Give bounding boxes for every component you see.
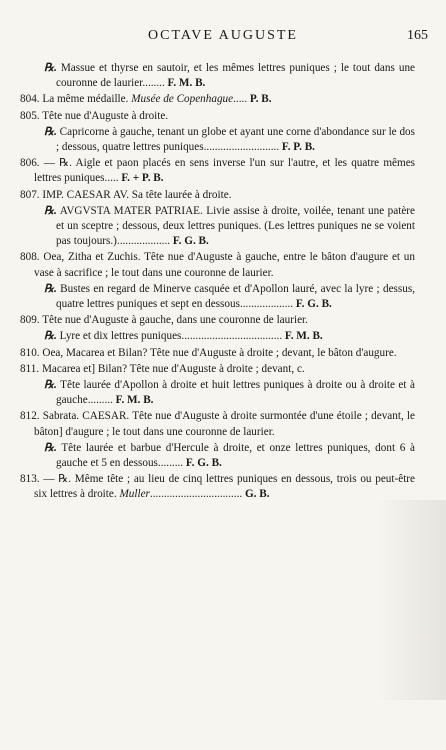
entry-text: La même médaille. <box>42 93 129 106</box>
collection-mark: F. G. B. <box>172 235 209 248</box>
entry-811-reverse: ℞. Tête laurée d'Apollon à droite et huit lettres puniques à droite ou à droite et à gauche......... F. M. B. <box>44 379 415 407</box>
reverse-symbol: ℞. <box>44 125 57 138</box>
collection-mark: F. G. B. <box>295 298 332 311</box>
entry-803-reverse: ℞. Massue et thyrse en sautoir, et les mêmes lettres puniques ; le tout dans une couronne de laurier........ F. M. B. <box>44 62 415 90</box>
entry-806: 806. — ℞. Aigle et paon placés en sens inverse l'un sur l'autre, et les quatre mêmes lettres puniques..... F. + P. B. <box>20 157 415 185</box>
collection-mark: P. B. <box>249 93 272 106</box>
catalogue-body <box>20 61 415 504</box>
entry-text: Bustes en regard de Minerve casquée et d'Apollon lauré, avec la lyre ; dessus, quatre lettres puniques et sept en dessous <box>56 282 415 311</box>
entry-text: Tête laurée d'Apollon à droite et huit lettres puniques à droite ou à droite et à gauche <box>56 379 415 407</box>
entry-808 <box>20 250 415 280</box>
entry-text: Tête nue d'Auguste à droite. <box>42 109 169 122</box>
entry-807-reverse: ℞. AVGVSTA MATER PATRIAE. Livie assise à droite, voilée, tenant une patère et un sceptre ; dessous, deux lettres puniques. (Les lettres puniques ne se voient pas toujours.)................... F. G. B. <box>44 204 415 248</box>
collection-mark: F. M. B. <box>167 77 206 90</box>
entry-text: Oea, Macarea et Bilan? Tête nue d'Auguste à droite ; devant, le bâton d'augure. <box>42 346 397 359</box>
entry-number: 809. <box>20 314 40 327</box>
collection-mark: F. + P. B. <box>121 172 164 185</box>
entry-text: IMP. CAESAR AV. Sa tête laurée à droite. <box>42 188 232 201</box>
entry-number: 806. <box>20 157 40 170</box>
reverse-symbol: ℞. <box>44 282 57 295</box>
collection-mark: G. B. <box>244 488 270 501</box>
entry-number: 805. <box>20 109 40 122</box>
entry-number: 808. <box>20 251 40 264</box>
entry-text: Lyre et dix lettres puniques <box>59 330 182 343</box>
source-reference: Muller <box>119 488 150 501</box>
entry-text: Sabrata. CAESAR. Tête nue d'Auguste à droite surmontée d'une étoile ; devant, le bâton] d'augure ; le tout dans une couronne de laurier. <box>34 410 415 438</box>
museum-reference: Musée de Copenhague <box>131 93 234 106</box>
entry-805-reverse: ℞. Capricorne à gauche, tenant un globe et ayant une corne d'abondance sur le dos ; dessous, quatre lettres puniques........................... F. P. B. <box>44 125 415 154</box>
running-title: OCTAVE AUGUSTE <box>148 28 298 43</box>
entry-text: Capricorne à gauche, tenant un globe et ayant une corne d'abondance sur le dos ; dessous, quatre lettres puniques <box>56 125 415 154</box>
reverse-symbol: ℞. <box>44 204 57 217</box>
entry-810 <box>20 346 415 361</box>
page-header <box>0 28 446 48</box>
entry-807 <box>20 188 415 203</box>
collection-mark: F. G. B. <box>185 457 222 470</box>
entry-number: 810. <box>20 346 40 359</box>
entry-number: 811. <box>20 362 40 375</box>
entry-text: Macarea et] Bilan? Tête nue d'Auguste à droite ; devant, c. <box>41 362 305 375</box>
reverse-symbol: ℞. <box>44 62 57 74</box>
collection-mark: F. P. B. <box>281 141 315 154</box>
entry-text: — ℞. Même tête ; au lieu de cinq lettres puniques en dessous, trois ou peut-être six lettres à droite. <box>34 473 415 501</box>
entry-809-reverse: ℞. Lyre et dix lettres puniques.................................... F. M. B. <box>44 330 323 343</box>
reverse-symbol: ℞. <box>44 379 57 392</box>
entry-number: 804. <box>20 93 40 106</box>
collection-mark: F. M. B. <box>284 330 323 343</box>
entry-text: Massue et thyrse en sautoir, et les mêmes lettres puniques ; le tout dans une couronne de laurier <box>56 62 415 90</box>
entry-number: 813. <box>20 473 40 486</box>
entry-text: Tête nue d'Auguste à gauche, dans une couronne de laurier. <box>42 314 308 327</box>
entry-text: Oea, Zitha et Zuchis. Tête nue d'Auguste à gauche, entre le bâton d'augure et un vase à sacrifice ; le tout dans une couronne de laurier. <box>34 251 415 279</box>
entry-811 <box>20 362 415 377</box>
entry-number: 812. <box>20 410 40 423</box>
entry-805 <box>20 109 415 124</box>
entry-text: Tête laurée et barbue d'Hercule à droite, et onze lettres puniques, dont 6 à gauche et 5 en dessous <box>56 441 415 470</box>
entry-812-reverse: ℞. Tête laurée et barbue d'Hercule à droite, et onze lettres puniques, dont 6 à gauche et 5 en dessous......... F. G. B. <box>44 441 415 470</box>
reverse-symbol: ℞. <box>44 330 57 343</box>
entry-813: 813. — ℞. Même tête ; au lieu de cinq lettres puniques en dessous, trois ou peut-être six lettres à droite. Muller................................. G. B. <box>20 473 415 501</box>
page-number: 165 <box>407 28 428 43</box>
entry-812 <box>20 409 415 439</box>
entry-809 <box>20 313 415 328</box>
entry-804: 804. La même médaille. Musée de Copenhague..... P. B. <box>20 93 272 106</box>
collection-mark: F. M. B. <box>115 394 154 407</box>
entry-808-reverse: ℞. Bustes en regard de Minerve casquée et d'Apollon lauré, avec la lyre ; dessus, quatre lettres puniques et sept en dessous................... F. G. B. <box>44 282 415 311</box>
entry-number: 807. <box>20 188 40 201</box>
show-through-shadow <box>376 500 446 700</box>
entry-text: — ℞. Aigle et paon placés en sens inverse l'un sur l'autre, et les quatre mêmes lettres puniques <box>34 157 415 185</box>
entry-text: AVGVSTA MATER PATRIAE. Livie assise à droite, voilée, tenant une patère et un sceptre ; dessous, deux lettres puniques. (Les lettres puniques ne se voient pas toujours.) <box>56 204 415 248</box>
reverse-symbol: ℞. <box>44 441 57 454</box>
